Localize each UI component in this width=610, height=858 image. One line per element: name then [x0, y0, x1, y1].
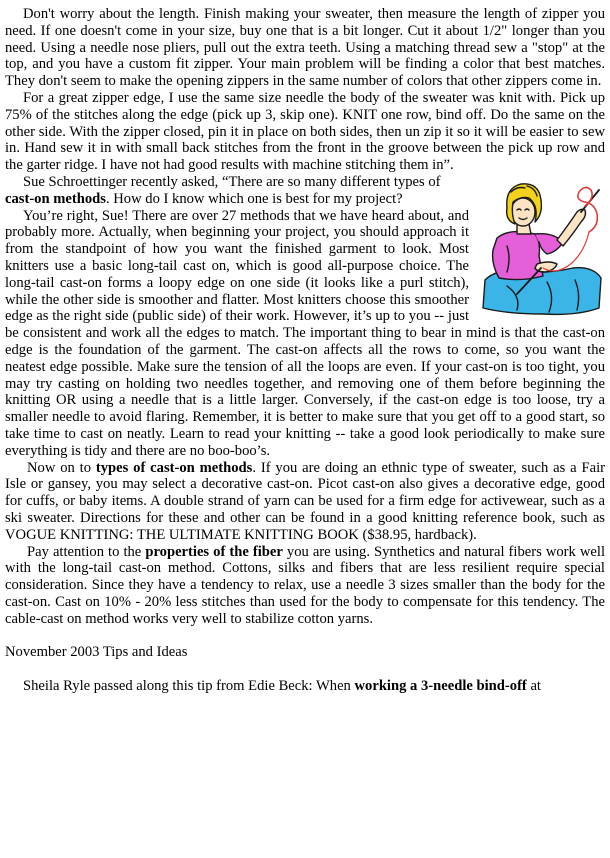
paragraph-cast-on-types [5, 460, 605, 544]
spacer [5, 661, 605, 678]
bold-term-bind-off: working a 3-needle bind-off [354, 678, 527, 695]
spacer [5, 627, 605, 644]
section-heading: November 2003 Tips and Ideas [5, 644, 188, 661]
bold-term-fiber: properties of the fiber [145, 543, 283, 560]
text-run: Pay attention to the [27, 543, 146, 560]
bold-term-types: types of cast-on methods [95, 459, 253, 476]
text-run: . How do I know which one is best for my project? [105, 190, 403, 207]
text-run: you are using. Synthetics and natural fibers work well with the long-tail cast-on method. Cottons, silks and fibers that are less resilient require special consideration. Since they have a tendency to relax, use a needle 3 sizes smaller than the body for the cast-on. Cast on 10% - 20% less stitches than used for the body to compensate for this tendency. The cable-cast on method works very well to stabilize cotton yarns. [5, 543, 605, 627]
text-run: Sue Schroettinger recently asked, “There are so many different types of [23, 173, 441, 190]
text-run: Sheila Ryle passed along this tip from Edie Beck: When [23, 678, 355, 695]
paragraph-bind-off-tip [5, 678, 605, 695]
text-run: Now on to [27, 459, 96, 476]
knitting-woman-icon [477, 176, 605, 318]
paragraph-zipper-edge: For a great zipper edge, I use the same size needle the body of the sweater was knit with. Pick up 75% of the stitches along the edge (pick up 3, skip one). KNIT one row, bind off. Do the same on the other side. With the zipper closed, pin it in place on both sides, then un zip it so it will be easier to sew in. Hand sew it in with small back stitches from the front in the groove between the pick up row and the garter ridge. I have not had good results with machine stitching them in”. [5, 89, 605, 174]
text-run: . If you are doing an ethnic type of sweater, such as a Fair Isle or gansey, you may select a decorative cast-on. Picot cast-on also gives a decorative edge, good for cuffs, or baby items. A double strand of yarn can be used for a firm edge for activewear, such as a ski sweater. Directions for these and other can be found in a good knitting reference book, such as VOGUE KNITTING: THE ULTIMATE KNITTING BOOK ($38.95, hardback). [5, 459, 605, 543]
paragraph-zipper-length: Don't worry about the length. Finish making your sweater, then measure the length of zipper you need. If one doesn't come in your size, buy one that is a bit longer. Cut it about 1/2" longer than you need. Using a needle nose pliers, pull out the extra teeth. Using a matching thread sew a "stop" at the top, and you have a custom fit zipper. Your main problem will be finding a color that best matches. They don't seem to make the opening zippers in the same number of colors that other zippers come in. [5, 6, 605, 90]
bold-term-cast-on: cast-on methods [5, 190, 106, 207]
paragraph-fiber-properties [5, 544, 605, 628]
document-page [5, 6, 605, 695]
knitting-woman-illustration [477, 176, 605, 318]
paragraph-answer: You’re right, Sue! There are over 27 methods that we have heard about, and probably more. Actually, when beginning your project, you should approach it from the standpoint of how you want the finished garment to look. Most knitters use a basic long-tail cast on, which is good all-purpose choice. The long-tail cast-on forms a loopy edge on one side (it looks like a purl stitch), while the other side is smoother and flatter. Most knitters choose this smoother edge as the right side (public side) of their work. However, it’s up to you -- just be consistent and work all the edges to match. The important thing to bear in mind is that the cast-on edge is the foundation of the garment. The cast-on affects all the rows to come, so you want the neatest edge possible. Make sure the tension of all the loops are even. If your cast-on is too tight, you may try casting on holding two needles together, and removing one of them before beginning the knitting OR using a needle that is a little larger. Conversely, if the cast-on edge is too loose, try a smaller needle to avoid flaring. Remember, it is better to make sure that you get off to a good start, so take time to cast on neatly. Learn to read your knitting -- take a good look periodically to make sure everything is tidy and there are no boo-boo’s. [5, 207, 605, 459]
text-run: at [526, 678, 541, 695]
